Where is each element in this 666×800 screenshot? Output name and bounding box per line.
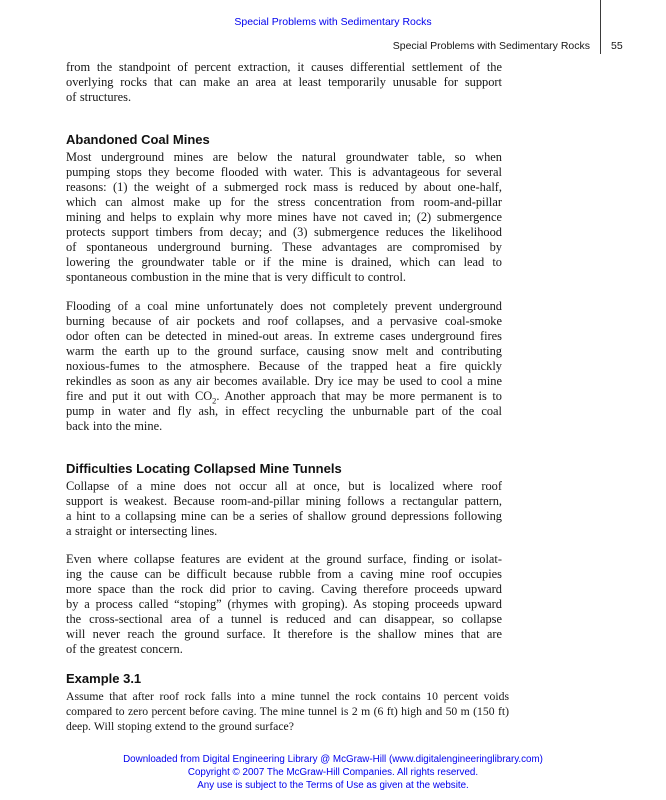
footer-line: Any use is subject to the Terms of Use as given at the website.: [197, 780, 469, 791]
text-line: reasons: (1) the weight of a submerged rock mass is reduced by about one-half,: [66, 180, 502, 194]
text-line: warm the earth up to the ground surface, causing snow melt and contributing: [66, 343, 502, 358]
paragraph: [66, 689, 509, 734]
section-heading: Difficulties Locating Collapsed Mine Tunnels: [66, 460, 342, 476]
text-line: will never reach the ground surface. It therefore is the shallow mines that are: [66, 627, 502, 641]
footer-notice: [0, 753, 666, 792]
text-line: of the greatest concern.: [66, 642, 183, 656]
page-number: 55: [611, 40, 623, 52]
chapter-title-link[interactable]: Special Problems with Sedimentary Rocks: [234, 16, 432, 28]
text-line: spontaneous combustion in the mine that is very difficult to control.: [66, 270, 406, 284]
section-heading: Example 3.1: [66, 671, 142, 686]
text-line: rekindles as soon as any air becomes available. Dry ice may be used to cool a mine: [66, 373, 502, 388]
running-head: Special Problems with Sedimentary Rocks: [392, 40, 590, 52]
paragraph: [66, 60, 502, 105]
text-line: Most underground mines are below the natural groundwater table, so when: [66, 150, 502, 164]
text-line: odor often can be detected in mined-out areas. In extreme cases underground fires: [66, 328, 502, 343]
text-line: lowering the groundwater table or if the mine is drained, which can lead to: [66, 255, 502, 269]
paragraph: [66, 552, 502, 657]
text-line: pump in water and fly ash, in effect recycling the unburnable part of the coal: [66, 403, 502, 418]
text-line: a straight or intersecting lines.: [66, 523, 218, 538]
text-line: Collapse of a mine does not occur all at once, but is localized where roof: [66, 478, 502, 493]
section-heading: Abandoned Coal Mines: [66, 132, 210, 147]
text-line: burning because of air pockets and roof collapses, and a pervasive coal-smoke: [66, 313, 502, 328]
footer-download-link[interactable]: Downloaded from Digital Engineering Library @ McGraw-Hill (www.digitalengineeringlibrary.com): [123, 754, 543, 765]
paragraph: [66, 299, 502, 434]
paragraph: [66, 479, 502, 539]
header-divider-rule: [600, 0, 601, 54]
text-line: Flooding of a coal mine unfortunately does not completely prevent underground: [66, 298, 502, 313]
text-line: which can almost make up for the stress concentration from room-and-pillar: [66, 195, 502, 209]
text-line: of spontaneous underground burning. These advantages are compromised by: [66, 240, 502, 254]
text-line: Assume that after roof rock falls into a mine tunnel the rock contains 10 percent voids: [66, 690, 509, 703]
footer-line: Copyright © 2007 The McGraw-Hill Companies. All rights reserved.: [187, 767, 479, 778]
page-body: [66, 60, 509, 748]
text-line: pumping stops they become flooded with water. This is advantageous for several: [66, 165, 502, 179]
text-line: ing the cause can be difficult because rubble from a caving mine roof occupies: [66, 567, 502, 581]
text-line: Even where collapse features are evident at the ground surface, finding or isolat-: [66, 552, 502, 566]
text-line: noxious-fumes to the atmosphere. Because of the trapped heat a fire quickly: [66, 358, 502, 373]
text-line: overlying rocks that can make an area at least temporarily unusable for support: [66, 75, 502, 89]
text-line: compared to zero percent before caving. The mine tunnel is 2 m (6 ft) high and 50 m (150 ft): [66, 705, 509, 718]
text-line: back into the mine.: [66, 418, 163, 433]
text-line: from the standpoint of percent extraction, it causes differential settlement of the: [66, 60, 502, 74]
text-line: support is weakest. Because room-and-pillar mining follows a rectangular pattern,: [66, 493, 502, 508]
text-line: a hint to a collapsing mine can be a series of shallow ground depressions following: [66, 508, 502, 523]
text-line: protects support timbers from decay; and (3) submergence reduces the likelihood: [66, 225, 502, 239]
text-line: of structures.: [66, 90, 132, 104]
text-line: the cross-sectional area of a tunnel is reduced and can disappear, so collapse: [66, 612, 502, 626]
text-line: more space than the rock did prior to caving. Caving therefore proceeds upward: [66, 582, 502, 596]
text-line: mining and helps to explain why more mines have not caved in; (2) submergence: [66, 210, 502, 224]
text-line: fire and put it out with $CO_2$. Another approach that may be more permanent is to: [66, 388, 502, 405]
text-line: by a process called “stoping” (rhymes with groping). As stoping proceeds upward: [66, 597, 502, 611]
text-line: deep. Will stoping extend to the ground surface?: [66, 720, 294, 733]
paragraph: [66, 150, 502, 285]
